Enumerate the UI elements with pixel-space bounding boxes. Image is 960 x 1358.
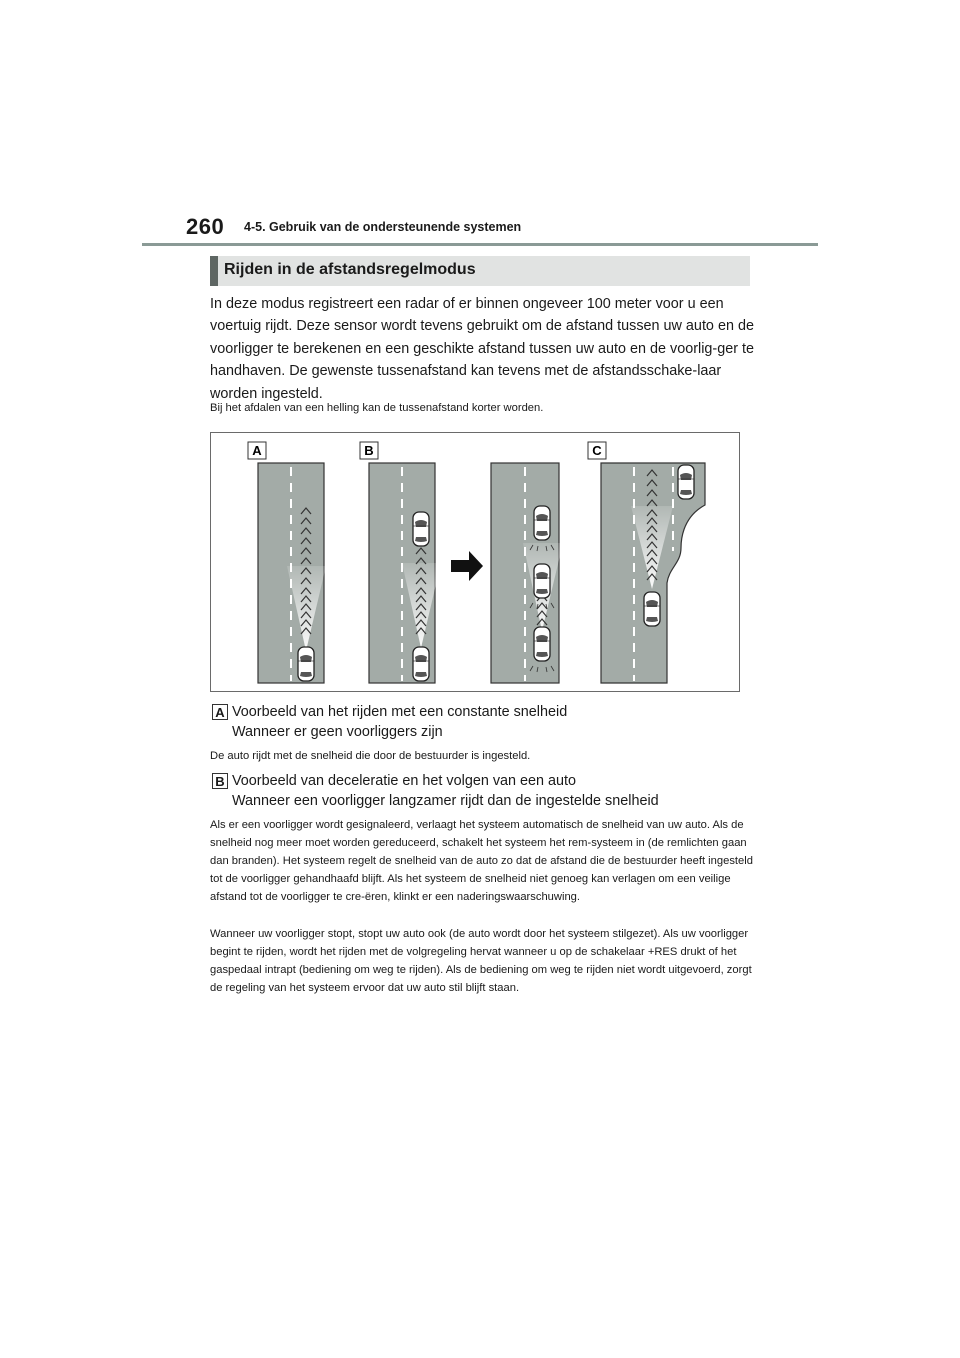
own-car-braking: [534, 627, 550, 661]
middle-car-braking: [534, 564, 550, 598]
header-rule: [142, 243, 818, 246]
item-b-subtitle: Wanneer een voorligger langzamer rijdt dan de ingestelde snelheid: [232, 793, 659, 809]
page-number: 260: [186, 214, 225, 239]
radar-diagram-svg: [211, 433, 741, 693]
item-b-badge: B: [212, 773, 228, 789]
own-car-a: [298, 647, 314, 681]
road-a: [258, 463, 326, 683]
section-heading: [210, 256, 750, 286]
section-title: 4-5. Gebruik van de ondersteunende systemen: [244, 220, 522, 234]
panel-label-a-text: A: [252, 443, 262, 458]
item-a-badge: A: [212, 704, 228, 720]
lead-car-b: [413, 512, 429, 546]
heading-text: Rijden in de afstandsregelmodus: [224, 261, 476, 278]
merging-car-c: [678, 465, 694, 499]
own-car-b: [413, 647, 429, 681]
road-braking: [491, 463, 563, 683]
panel-label-a: [248, 442, 266, 459]
panel-label-c: [588, 442, 606, 459]
road-c: [601, 463, 705, 683]
radar-diagram: [210, 432, 740, 692]
lead-car-braking: [534, 506, 550, 540]
item-b-body-2: Wanneer uw voorligger stopt, stopt uw auto ook (de auto wordt door het systeem stilgezet). Als uw voorligger begint te rijden, wordt het rijden met de volgregeling hervat wanneer u op de schakelaar +RES drukt of het gaspedaal intrapt (bediening om weg te rijden). Als de bediening om weg te rijden niet wordt uitgevoerd, zorgt de regeling van het systeem ervoor dat uw auto stil blijft staan.: [210, 928, 752, 994]
note-paragraph: Bij het afdalen van een helling kan de tussenafstand korter worden.: [210, 402, 544, 414]
item-a-body: De auto rijdt met de snelheid die door de bestuurder is ingesteld.: [210, 750, 531, 762]
intro-paragraph: In deze modus registreert een radar of er binnen ongeveer 100 meter voor u een voertuig rijdt. Deze sensor wordt tevens gebruikt om de afstand tussen uw auto en de voorligger te berekenen en een geschikte afstand tussen uw auto en de voorlig-ger te handhaven. De gewenste tussenafstand kan tevens met de afstandsschake-laar worden ingesteld.: [210, 296, 754, 402]
item-a-subtitle: Wanneer er geen voorliggers zijn: [232, 724, 443, 740]
panel-label-b: [360, 442, 378, 459]
item-b-title: Voorbeeld van deceleratie en het volgen van een auto: [232, 773, 577, 789]
item-b-body: Als er een voorligger wordt gesignaleerd, verlaagt het systeem automatisch de snelheid van uw auto. Als de snelheid nog meer moet worden gereduceerd, schakelt het systeem het rem-systeem in (de remlichten gaan dan branden). Het systeem regelt de snelheid van de auto zo dat de afstand die de bestuurder heeft ingesteld tot de voorligger gehandhaafd blijft. Als het systeem de snelheid niet genoeg kan verlagen om een veilige afstand tot de voorligger te cre-ëren, klinkt er een naderingswaarschuwing.: [210, 819, 753, 903]
panel-label-c-text: C: [592, 443, 602, 458]
heading-accent-bar: [210, 256, 218, 286]
transition-arrow-icon: [451, 551, 483, 581]
panel-label-b-text: B: [364, 443, 374, 458]
item-a-title: Voorbeeld van het rijden met een constante snelheid: [232, 704, 568, 720]
road-b: [369, 463, 441, 683]
own-car-c: [644, 592, 660, 626]
